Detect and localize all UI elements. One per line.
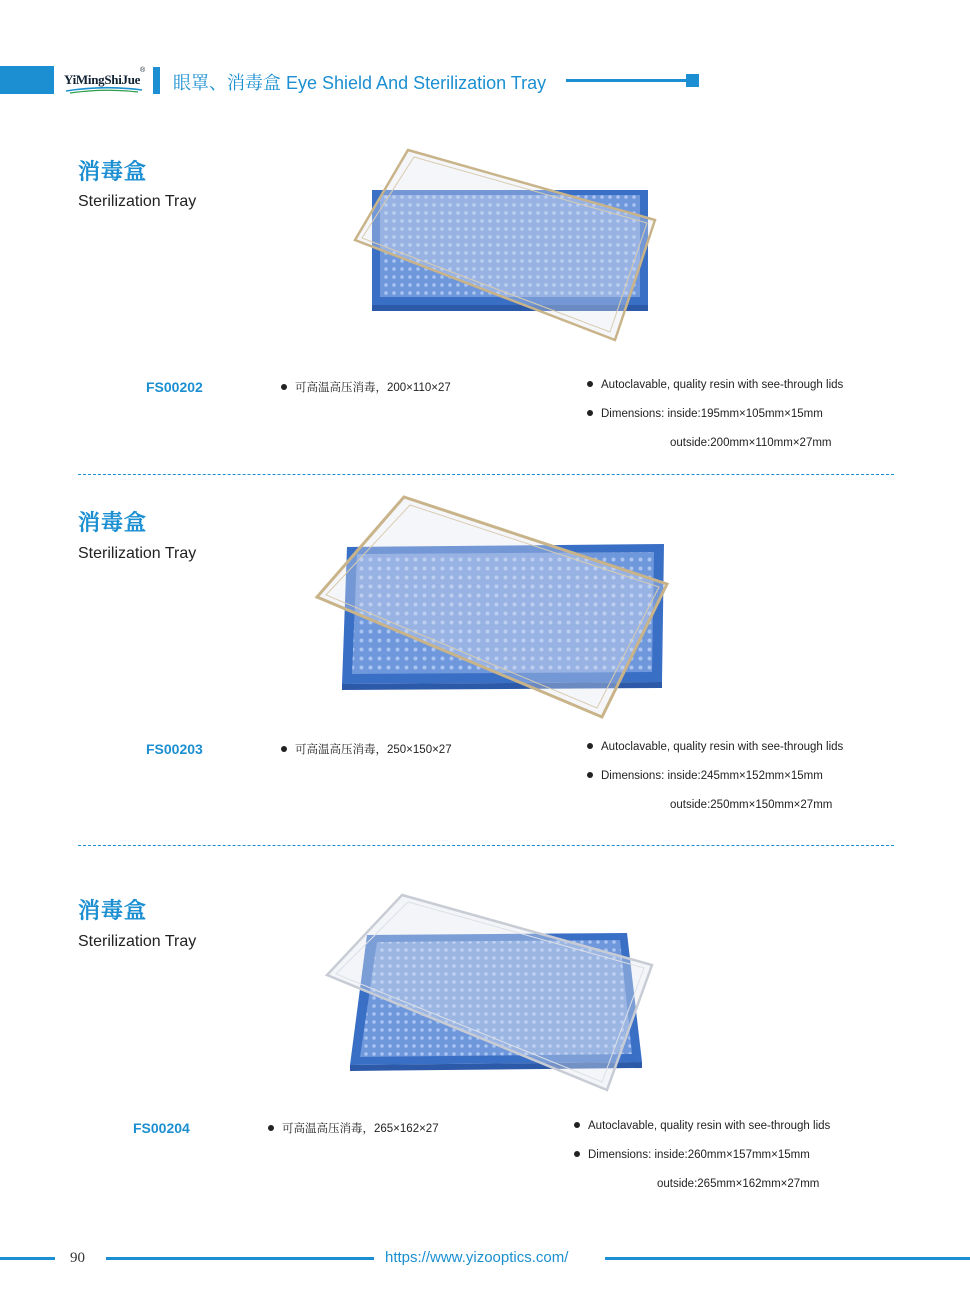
logo-registered-mark: ® — [140, 67, 146, 74]
sterilization-tray-image — [312, 492, 672, 722]
bullet-icon — [587, 381, 593, 387]
website-link[interactable]: https://www.yizooptics.com/ — [385, 1249, 569, 1266]
spec-en-line-3: outside:265mm×162mm×27mm — [657, 1178, 820, 1190]
spec-cn-text: 可高温高压消毒，200×110×27 — [295, 382, 451, 394]
bullet-icon — [574, 1151, 580, 1157]
spec-cn — [281, 379, 451, 395]
spec-en-text: Autoclavable, quality resin with see-through lids — [601, 379, 844, 391]
spec-en-line-1 — [574, 1120, 830, 1132]
spec-en-line-1 — [587, 379, 843, 391]
bullet-icon — [587, 772, 593, 778]
spec-en-text: Dimensions: inside:260mm×157mm×15mm — [588, 1149, 810, 1161]
header-rule — [566, 79, 688, 82]
bullet-icon — [281, 384, 287, 390]
header-accent-block — [0, 66, 54, 94]
section-divider — [78, 845, 894, 846]
bullet-icon — [587, 743, 593, 749]
sterilization-tray-image — [322, 890, 657, 1095]
spec-cn — [268, 1120, 439, 1136]
footer-rule-left — [0, 1257, 55, 1260]
product-title-en: Sterilization Tray — [78, 933, 197, 950]
spec-cn-text: 可高温高压消毒，265×162×27 — [282, 1123, 439, 1135]
product-code: FS00204 — [133, 1120, 190, 1136]
logo-swoosh-icon — [64, 86, 144, 94]
footer-rule-middle — [106, 1257, 374, 1260]
product-title-cn: 消毒盒 — [78, 510, 148, 535]
spec-en-text: Autoclavable, quality resin with see-through lids — [588, 1120, 831, 1132]
spec-en-line-2 — [574, 1149, 810, 1161]
bullet-icon — [587, 410, 593, 416]
page-title: 眼罩、消毒盒 Eye Shield And Sterilization Tray — [173, 73, 547, 93]
bullet-icon — [268, 1125, 274, 1131]
brand-logo — [64, 67, 146, 92]
footer-rule-right — [605, 1257, 970, 1260]
page-number: 90 — [70, 1250, 85, 1266]
bullet-icon — [574, 1122, 580, 1128]
sterilization-tray-image — [350, 145, 660, 345]
product-title-cn: 消毒盒 — [78, 159, 148, 184]
header-divider-bar — [153, 67, 160, 94]
spec-en-line-1 — [587, 741, 843, 753]
logo-text: YiMingShiJue — [64, 72, 141, 87]
spec-en-text: Dimensions: inside:195mm×105mm×15mm — [601, 408, 823, 420]
product-title-en: Sterilization Tray — [78, 545, 197, 562]
spec-en-line-2 — [587, 408, 823, 420]
spec-en-text: Dimensions: inside:245mm×152mm×15mm — [601, 770, 823, 782]
product-title-cn: 消毒盒 — [78, 898, 148, 923]
product-code: FS00202 — [146, 379, 203, 395]
spec-cn — [281, 741, 452, 757]
spec-cn-text: 可高温高压消毒，250×150×27 — [295, 744, 452, 756]
product-code: FS00203 — [146, 741, 203, 757]
bullet-icon — [281, 746, 287, 752]
section-divider — [78, 474, 894, 475]
product-title-en: Sterilization Tray — [78, 193, 197, 210]
spec-en-text: Autoclavable, quality resin with see-through lids — [601, 741, 844, 753]
spec-en-line-3: outside:250mm×150mm×27mm — [670, 799, 833, 811]
spec-en-line-2 — [587, 770, 823, 782]
header-square — [686, 74, 699, 87]
spec-en-line-3: outside:200mm×110mm×27mm — [670, 437, 832, 449]
